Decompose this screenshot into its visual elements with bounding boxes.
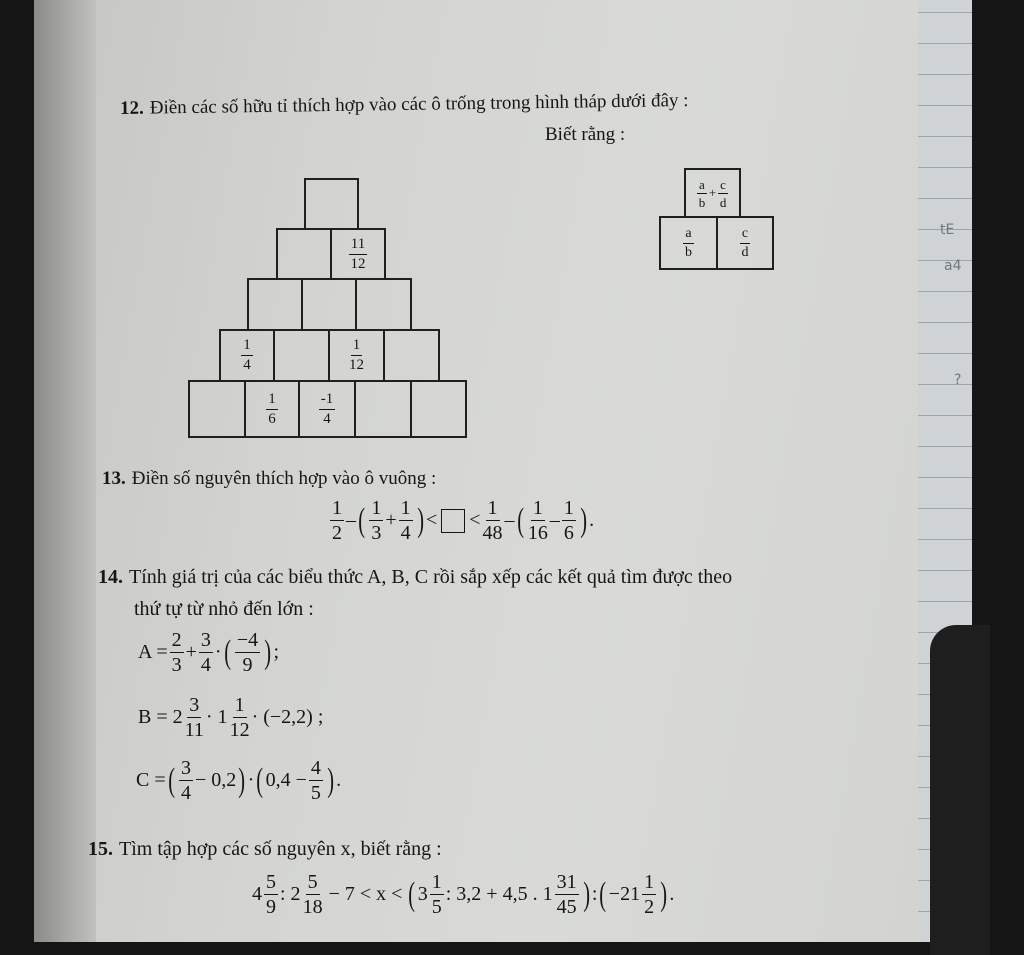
problem-13-title (102, 468, 436, 490)
problem-14-title (98, 566, 732, 589)
pyramid-cell-empty (188, 380, 246, 438)
margin-scribble: ? (954, 372, 962, 388)
problem-12-hint: Biết rằng : (545, 124, 626, 145)
expression-a: A = $\frac{2}{3}$ + $\frac{3}{4}$ · ( $\frac{-4}{9}$ ) ; (138, 629, 280, 676)
pyramid-cell-empty (304, 178, 359, 230)
answer-box[interactable] (441, 509, 465, 533)
problem-text: Điền các số hữu tỉ thích hợp vào các ô trống trong hình tháp dưới đây : (149, 90, 689, 119)
pyramid-cell-empty (410, 380, 467, 438)
legend-left-cell: $\frac{a}{b}$ (659, 216, 718, 270)
pyramid-cell-empty (273, 329, 330, 382)
margin-scribble: tE (940, 222, 955, 238)
margin-scribble: a4 (944, 258, 962, 274)
pyramid-cell-empty (276, 228, 332, 280)
pyramid-cell-empty (355, 278, 412, 331)
pyramid-cell: $\frac{-1}{4}$ (298, 380, 356, 438)
pyramid-cell: $\frac{11}{12}$ (330, 228, 386, 280)
expression-c: C = ( $\frac{3}{4}$ − 0,2 ) · ( 0,4 − $\frac{4}{5}$ ) . (136, 757, 342, 804)
problem-text: Điền số nguyên thích hợp vào ô vuông : (131, 468, 437, 489)
pyramid-cell: $\frac{1}{12}$ (328, 329, 385, 382)
pyramid-cell-empty (247, 278, 303, 331)
pyramid-cell-empty (383, 329, 440, 382)
problem-number: 12. (119, 97, 144, 119)
problem-15-inequality: 4 $\frac{5}{9}$ : 2 $\frac{5}{18}$ − 7 < x < ( 3 $\frac{1}{5}$ : 3,2 + 4,5 . 1 $\frac{31}{45}$ ) : ( −21 $\frac{1}{2}$ ) . (252, 871, 675, 918)
problem-number: 15. (88, 838, 113, 860)
pyramid-cell-empty (301, 278, 357, 331)
problem-number: 14. (98, 566, 123, 588)
pyramid-cell-empty (354, 380, 412, 438)
pyramid-cell: $\frac{1}{4}$ (219, 329, 275, 382)
legend-right-cell: $\frac{c}{d}$ (716, 216, 774, 270)
problem-14-title-line2: thứ tự từ nhỏ đến lớn : (134, 598, 314, 620)
problem-text: Tìm tập hợp các số nguyên x, biết rằng : (119, 838, 442, 860)
problem-13-inequality: $\frac{1}{2}$ – ( $\frac{1}{3}$ + $\frac{1}{4}$ ) < < $\frac{1}{48}$ – ( $\frac{1}{16}$ – $\frac{1}{6}$ ) . (332, 497, 595, 544)
legend-top-cell: $\frac{a}{b}$ + $\frac{c}{d}$ (684, 168, 741, 218)
phone-corner (930, 625, 990, 955)
pyramid-cell: $\frac{1}{6}$ (244, 380, 300, 438)
problem-number: 13. (102, 468, 126, 489)
book-spine-shadow (34, 0, 96, 942)
problem-15-title (88, 838, 442, 861)
expression-b: B = 2 $\frac{3}{11}$ · 1 $\frac{1}{12}$ · (−2,2) ; (138, 694, 324, 741)
problem-text: Tính giá trị của các biểu thức A, B, C rồi sắp xếp các kết quả tìm được theo (129, 566, 733, 588)
